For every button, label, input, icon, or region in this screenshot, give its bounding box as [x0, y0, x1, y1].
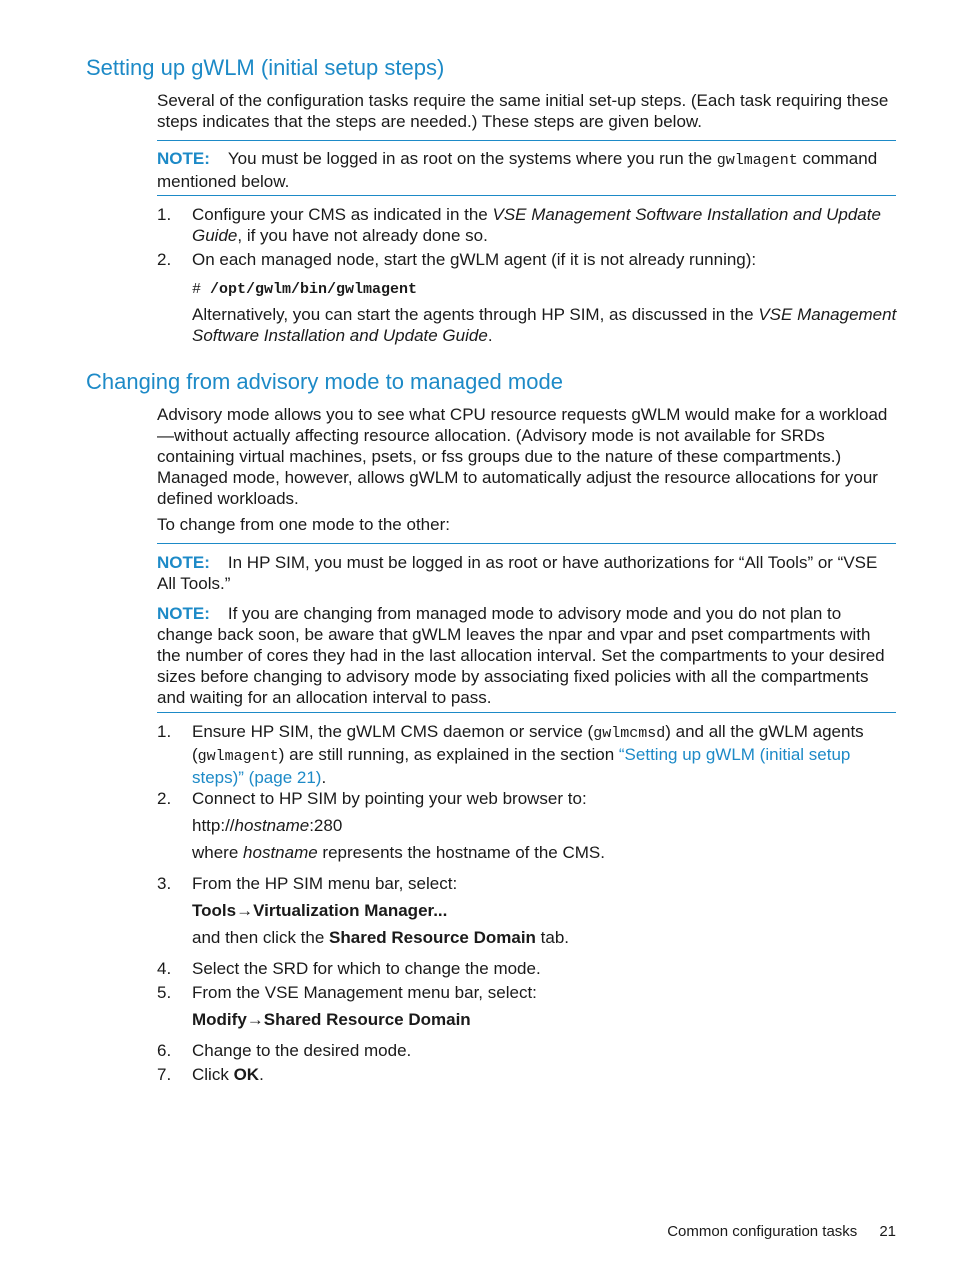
code-gwlmcmsd: gwlmcmsd: [593, 725, 666, 742]
list-text: Ensure HP SIM, the gWLM CMS daemon or service (gwlmcmsd) and all the gWLM agents (gwlmagent) are still running, as explained in the section “Setting up gWLM (initial setup steps)” (page 21).: [192, 722, 864, 787]
cross-reference-link[interactable]: “Setting up gWLM (initial setup steps)” (page 21): [192, 745, 851, 787]
url-line: http://hostname:280: [192, 816, 343, 835]
list-text: On each managed node, start the gWLM agent (if it is not already running):: [192, 250, 757, 269]
list-item: [157, 982, 897, 1003]
guide-title: VSE Management Software Installation and Update Guide: [192, 205, 881, 245]
list-text: From the VSE Management menu bar, select:: [192, 983, 537, 1002]
ok-label: OK: [233, 1065, 260, 1084]
guide-title: VSE Management Software Installation and Update Guide: [192, 305, 897, 345]
list-item: [157, 721, 897, 788]
note-rule-top: [157, 140, 896, 141]
note-rule-bottom: [157, 195, 896, 196]
page-number: 21: [879, 1223, 896, 1240]
section-heading-initial-setup: Setting up gWLM (initial setup steps): [86, 55, 445, 80]
code-gwlmagent: gwlmagent: [716, 152, 798, 169]
list-number: 6.: [157, 1041, 172, 1060]
alternative-note: Alternatively, you can start the agents through HP SIM, as discussed in the VSE Management Software Installation and Update Guide.: [192, 305, 897, 345]
note-text: You must be logged in as root on the systems where you run the: [227, 149, 717, 168]
advisory-intro-paragraph: Advisory mode allows you to see what CPU resource requests gWLM would make for a workload—without actually affecting resource allocation. (Advisory mode is not available for SRDs containing virtual machines, psets, or fss groups due to the nature of these compartments.) Managed mode, however, allows gWLM to automatically adjust the resource allocations for your defined workloads.: [157, 405, 888, 508]
list-item: [157, 788, 897, 809]
note-box: [157, 148, 897, 192]
list-number: 3.: [157, 874, 172, 893]
hostname-placeholder: hostname: [243, 843, 318, 862]
hostname-placeholder: hostname: [234, 816, 310, 835]
list-item: [157, 958, 897, 979]
list-item: [157, 1040, 897, 1061]
note-rule-top: [157, 543, 896, 544]
list-item: [157, 873, 897, 894]
list-number: 7.: [157, 1065, 172, 1084]
arrow-icon: →: [236, 901, 254, 920]
arrow-icon: →: [246, 1010, 264, 1029]
code-gwlmagent: gwlmagent: [197, 748, 279, 765]
list-text: Connect to HP SIM by pointing your web browser to:: [192, 789, 587, 808]
note-text-end: command mentioned below.: [157, 149, 878, 191]
tab-name: Shared Resource Domain: [329, 928, 536, 947]
list-number: 2.: [157, 789, 172, 808]
footer-section-title: Common configuration tasks: [667, 1223, 858, 1240]
list-item: [157, 249, 897, 270]
list-text: Change to the desired mode.: [192, 1041, 412, 1060]
command-text: /opt/gwlm/bin/gwlmagent: [210, 281, 418, 298]
list-number: 4.: [157, 959, 172, 978]
list-text: Click OK.: [192, 1065, 264, 1084]
list-item: [157, 204, 897, 246]
list-text: Select the SRD for which to change the mode.: [192, 959, 541, 978]
note-label: NOTE:: [157, 553, 210, 572]
shell-prompt: #: [192, 281, 211, 298]
command-line: [192, 277, 897, 300]
menu-path: [192, 900, 897, 921]
menu-item-modify: Modify: [192, 1010, 247, 1029]
intro-paragraph: Several of the configuration tasks require the same initial set-up steps. (Each task requiring these steps indicates that the steps are needed.) These steps are given below.: [157, 91, 889, 131]
note-label: NOTE:: [157, 604, 210, 623]
where-line: where hostname represents the hostname of the CMS.: [192, 843, 605, 862]
list-number: 1.: [157, 722, 172, 741]
tab-instruction: and then click the Shared Resource Domain tab.: [192, 928, 570, 947]
list-number: 1.: [157, 205, 172, 224]
note-rule-bottom: [157, 712, 896, 713]
lead-paragraph: To change from one mode to the other:: [157, 515, 450, 534]
note-text: If you are changing from managed mode to advisory mode and you do not plan to change back soon, be aware that gWLM leaves the npar and vpar and pset compartments with the number of cores they had in the last allocation interval. Set the compartments to your desired sizes before changing to advisory mode by associating fixed policies with all the compartments and waiting for an allocation interval to pass.: [157, 604, 885, 707]
note-box: [157, 603, 897, 708]
page-footer: [667, 1222, 896, 1242]
menu-item-shared-resource-domain: Shared Resource Domain: [263, 1010, 471, 1029]
section-heading-advisory-mode: Changing from advisory mode to managed mode: [86, 369, 563, 394]
list-number: 5.: [157, 983, 172, 1002]
list-text: From the HP SIM menu bar, select:: [192, 874, 458, 893]
menu-item-virtualization-manager: Virtualization Manager...: [253, 901, 448, 920]
list-item: [157, 1064, 897, 1085]
note-label: NOTE:: [157, 149, 210, 168]
list-text: Configure your CMS as indicated in the VSE Management Software Installation and Update Guide, if you have not already done so.: [192, 205, 881, 245]
note-box: [157, 552, 897, 594]
menu-path: [192, 1009, 897, 1030]
menu-item-tools: Tools: [192, 901, 237, 920]
list-number: 2.: [157, 250, 172, 269]
note-text: In HP SIM, you must be logged in as root or have authorizations for “All Tools” or “VSE All Tools.”: [157, 553, 878, 593]
